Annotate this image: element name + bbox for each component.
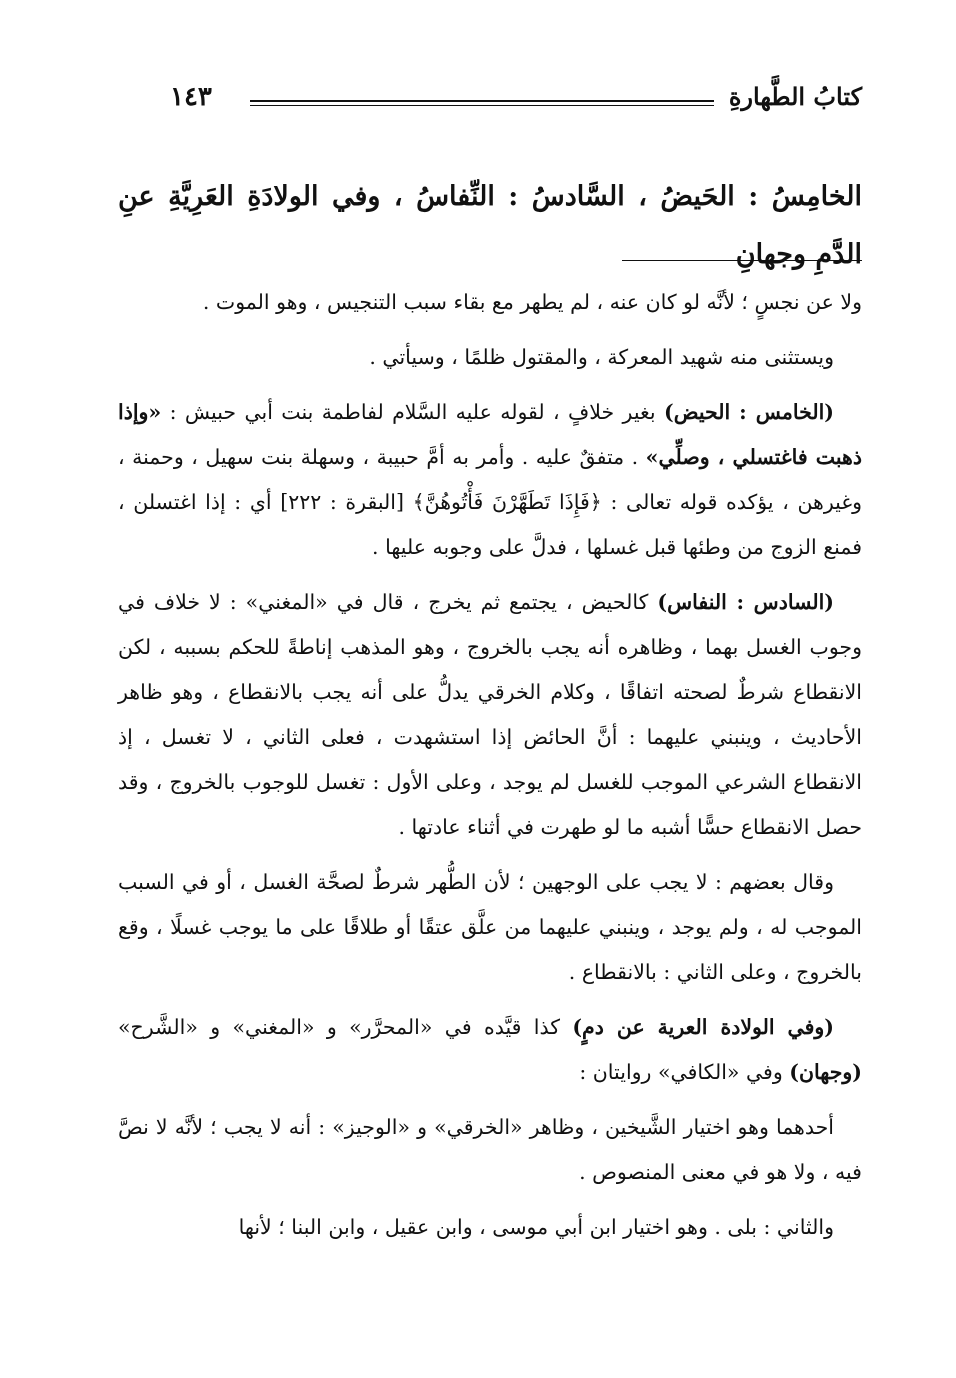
paragraph xyxy=(118,1005,862,1095)
page-body xyxy=(118,280,862,1260)
page-header xyxy=(150,82,862,126)
paragraph-text: وفي «الكافي» روايتان : xyxy=(579,1060,790,1084)
paragraph xyxy=(118,335,862,380)
section-heading: الخامِسُ : الحَيضُ ، السَّادسُ : النِّفاسُ ، وفي الولادَةِ العَرِيَّةِ عنِ الدَّمِ وجهانِ xyxy=(118,181,862,270)
book-title: كتابُ الطَّهارةِ xyxy=(728,82,862,111)
paragraph-text: . متفقٌ عليه . وأمر به أمَّ حبيبة ، وسهلة بنت سهيل ، وحمنة ، وغيرهن ، يؤكده قوله تعالى : ﴿فَإِذَا تَطَهَّرْنَ فَأْتُوهُنَّ﴾ [البقرة : ٢٢٢] أي : إذا اغتسلن ، فمنع الزوج من وطئها قبل غسلها ، فدلَّ على وجوبه عليها . xyxy=(118,445,862,559)
paragraph xyxy=(118,1205,862,1250)
paragraph xyxy=(118,860,862,995)
paragraph-text: كالحيض ، يجتمع ثم يخرج ، قال في «المغني» : لا خلاف في وجوب الغسل بهما ، وظاهره أنه يجب بالخروج ، وهو المذهب إناطةً للحكم بسببه ، لكن الانقطاع شرطٌ لصحته اتفاقًا ، وكلام الخرقي يدلُّ على أنه يجب بالانقطاع ، وهو ظاهر الأحاديث ، وينبني عليهما : أنَّ الحائض إذا استشهدت ، فعلى الثاني ، لا تغسل ، إذ الانقطاع الشرعي الموجب للغسل لم يوجد ، وعلى الأول : تغسل للوجوب بالخروج ، وقد حصل الانقطاع حسًّا أشبه ما لو طهرت في أثناء عادتها . xyxy=(118,590,862,839)
paragraph xyxy=(118,280,862,325)
paragraph-lead: (وفي الولادة العرية عن دمٍ) xyxy=(572,1015,834,1039)
page-number: ١٤٣ xyxy=(170,82,212,112)
paragraph-text: بغير خلافٍ ، لقوله عليه السَّلام لفاطمة بنت أبي حبيش : xyxy=(161,400,665,424)
paragraph-text: أحدهما وهو اختيار الشَّيخين ، وظاهر «الخرقي» و «الوجيز» : أنه لا يجب ؛ لأنَّه لا نصَّ فيه ، ولا هو في معنى المنصوص . xyxy=(118,1115,862,1184)
paragraph-text: ويستثنى منه شهيد المعركة ، والمقتول ظلمًا ، وسيأتي . xyxy=(369,345,834,369)
heading-underline xyxy=(622,260,862,261)
paragraph-quote: «وإذا ذهبت فاغتسلي ، وصلِّي» xyxy=(118,400,862,469)
paragraph xyxy=(118,1105,862,1195)
paragraph-lead: (السادس : النفاس) xyxy=(657,590,834,614)
paragraph xyxy=(118,390,862,570)
paragraph xyxy=(118,580,862,850)
paragraph-text: والثاني : بلى . وهو اختيار ابن أبي موسى ، وابن عقيل ، وابن البنا ؛ لأنها xyxy=(238,1215,834,1239)
header-rule xyxy=(250,100,714,106)
paragraph-text: ولا عن نجسٍ ؛ لأنَّه لو كان عنه ، لم يطهر مع بقاء سبب التنجيس ، وهو الموت . xyxy=(202,290,862,314)
paragraph-text: وقال بعضهم : لا يجب على الوجهين ؛ لأن الطُّهر شرطٌ لصحَّة الغسل ، أو في السبب الموجب له ، ولم يوجد ، وينبني عليهما من علَّق عتقًا أو طلاقًا على ما يوجب غسلًا ، وقع بالخروج ، وعلى الثاني : بالانقطاع . xyxy=(118,870,862,984)
paragraph-lead: (الخامس : الحيض) xyxy=(664,400,834,424)
paragraph-lead: (وجهان) xyxy=(789,1060,862,1084)
paragraph-text: كذا قيَّده في «المحرَّر» و «المغني» و «الشَّرح» xyxy=(118,1015,573,1039)
